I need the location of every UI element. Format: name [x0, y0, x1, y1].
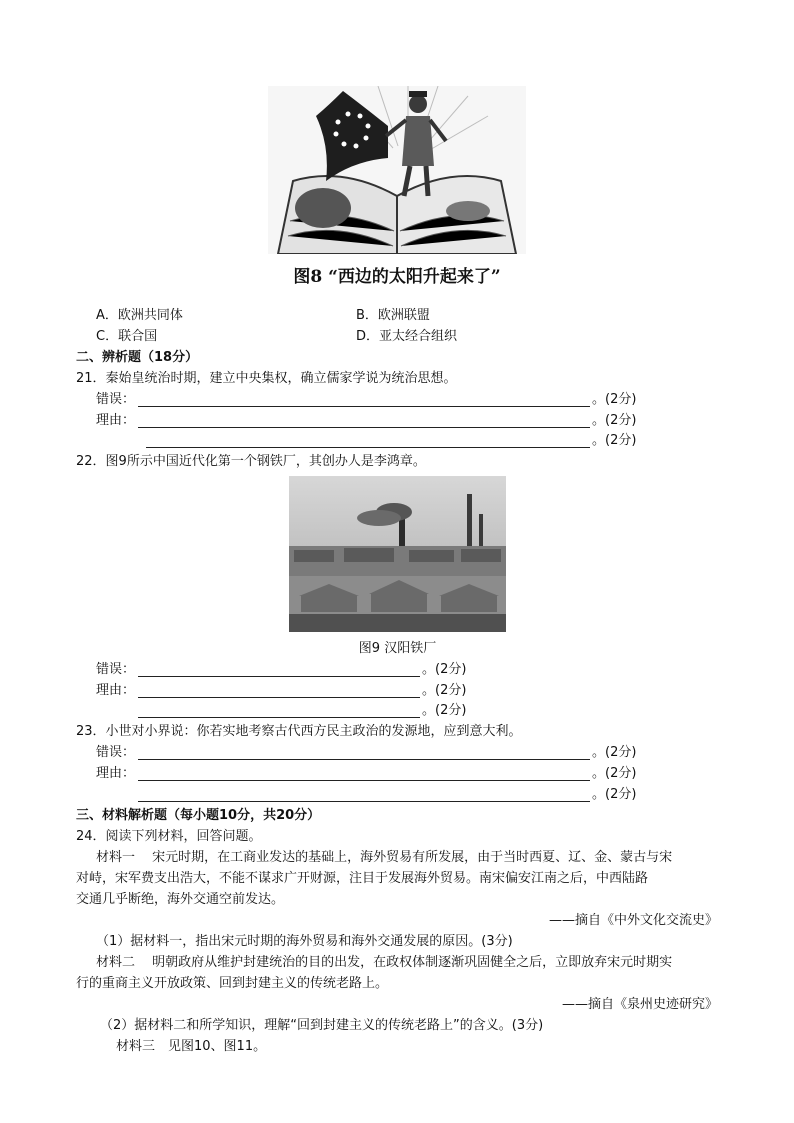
q21-reason-line-2 — [146, 447, 590, 448]
option-d: D．亚太经合组织 — [356, 329, 458, 344]
q21-reason-score-1: 。(2分) — [592, 413, 637, 428]
q23-reason-line-2 — [138, 801, 590, 802]
q24-material-1-line-3: 交通几乎断绝，海外交通空前发达。 — [76, 892, 285, 907]
q23-text: 23．小世对小界说：你若实地考察古代西方民主政治的发源地，应到意大利。 — [76, 724, 522, 739]
q22-error-label: 错误： — [96, 662, 136, 677]
q22-reason-line-1 — [138, 697, 420, 698]
q24-material-1-line-1: 材料一 宋元时期，在工商业发达的基础上，海外贸易有所发展，由于当时西夏、辽、金、蒙古与宋 — [96, 850, 673, 865]
q21-error-score: 。(2分) — [592, 392, 637, 407]
section-3-title: 三、材料解析题（每小题10分，共20分） — [76, 808, 321, 823]
q21-error-line — [138, 406, 590, 407]
q21-reason-score-2: 。(2分) — [592, 433, 637, 448]
q24-intro: 24．阅读下列材料，回答问题。 — [76, 829, 262, 844]
q22-reason-score-2: 。(2分) — [422, 703, 467, 718]
q24-subquestion-2: （2）据材料二和所学知识，理解“回到封建主义的传统老路上”的含义。(3分) — [100, 1018, 544, 1033]
q22-error-line — [138, 676, 420, 677]
q24-material-2-source: ——摘自《泉州史迹研究》 — [561, 997, 718, 1012]
q24-subquestion-1: （1）据材料一，指出宋元时期的海外贸易和海外交通发展的原因。(3分) — [96, 934, 513, 949]
figure-9 — [289, 476, 506, 632]
figure-8-caption: 图8 “西边的太阳升起来了” — [293, 267, 501, 287]
q22-reason-line-2 — [138, 717, 420, 718]
q22-error-score: 。(2分) — [422, 662, 467, 677]
figure-8-illustration — [268, 86, 526, 254]
q23-error-line — [138, 759, 590, 760]
q21-reason-line-1 — [138, 427, 590, 428]
q21-reason-label: 理由： — [96, 413, 136, 428]
option-b: B．欧洲联盟 — [356, 308, 430, 323]
option-c: C．联合国 — [96, 329, 158, 344]
q23-error-label: 错误： — [96, 745, 136, 760]
q21-text: 21．秦始皇统治时期，建立中央集权，确立儒家学说为统治思想。 — [76, 371, 457, 386]
q24-material-2-line-1: 材料二 明朝政府从维护封建统治的目的出发，在政权体制逐渐巩固健全之后，立即放弃宋元时期实 — [96, 955, 673, 970]
q22-text: 22．图9所示中国近代化第一个钢铁厂，其创办人是李鸿章。 — [76, 454, 426, 469]
q23-reason-score-2: 。(2分) — [592, 787, 637, 802]
q22-reason-label: 理由： — [96, 683, 136, 698]
option-a: A．欧洲共同体 — [96, 308, 183, 323]
q24-material-1-line-2: 对峙，宋军费支出浩大，不能不谋求广开财源，注目于发展海外贸易。南宋偏安江南之后，中西陆路 — [76, 871, 649, 886]
figure-9-photo — [289, 476, 506, 632]
figure-8 — [268, 86, 526, 300]
q24-material-3: 材料三 见图10、图11。 — [116, 1039, 267, 1054]
section-2-title: 二、辨析题（18分） — [76, 350, 199, 365]
q23-reason-label: 理由： — [96, 766, 136, 781]
q22-reason-score-1: 。(2分) — [422, 683, 467, 698]
q24-material-2-line-2: 行的重商主义开放政策、回到封建主义的传统老路上。 — [76, 976, 389, 991]
q24-material-1-source: ——摘自《中外文化交流史》 — [548, 913, 718, 928]
figure-9-caption: 图9 汉阳铁厂 — [358, 641, 437, 656]
q21-error-label: 错误： — [96, 392, 136, 407]
q23-error-score: 。(2分) — [592, 745, 637, 760]
q23-reason-score-1: 。(2分) — [592, 766, 637, 781]
q23-reason-line-1 — [138, 780, 590, 781]
